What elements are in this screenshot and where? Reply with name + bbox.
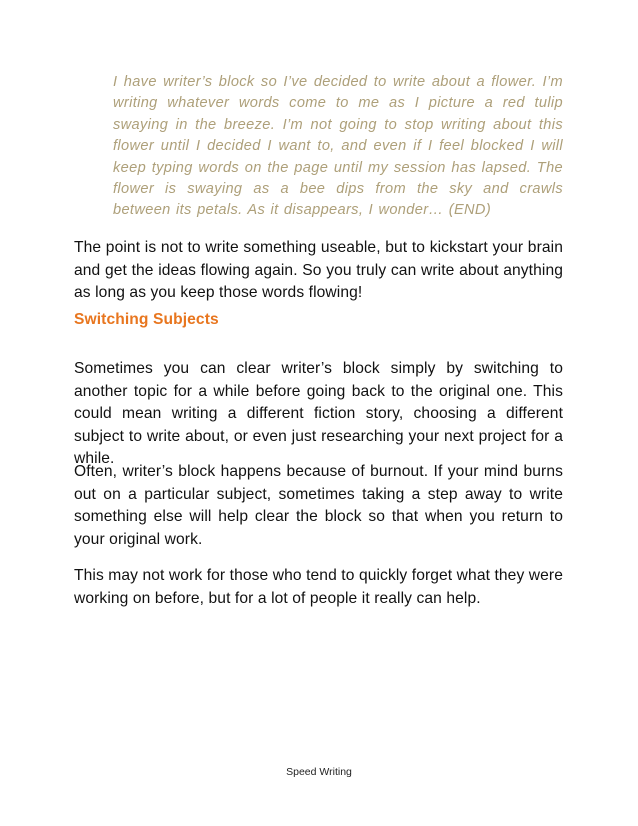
- paragraph-switching-topics: Sometimes you can clear writer’s block simply by switching to another topic for a while before going back to the original one. This could mean writing a different fiction story, choosing a different subject to write about, or even just researching your next project for a while.: [74, 360, 563, 467]
- example-quote-block: I have writer’s block so I’ve decided to write about a flower. I’m writing whatever words come to me as I picture a red tulip swaying in the breeze. I’m not going to stop writing about this flower until I decided I want to, and even if I feel blocked I will keep typing words on the page until my session has lapsed. The flower is swaying as a bee dips from the sky and crawls between its petals. As it disappears, I wonder… (END): [113, 74, 563, 219]
- section-heading: Switching Subjects: [74, 311, 219, 328]
- page-footer: Speed Writing: [286, 766, 352, 778]
- paragraph-burnout: Often, writer’s block happens because of burnout. If your mind burns out on a particular subject, sometimes taking a step away to write something else will help clear the block so that when you return to your original work.: [74, 463, 563, 548]
- paragraph-caveat: This may not work for those who tend to quickly forget what they were working on before, but for a lot of people it really can help.: [74, 567, 563, 607]
- paragraph-kickstart: The point is not to write something useable, but to kickstart your brain and get the ideas flowing again. So you truly can write about anything as long as you keep those words flowing!: [74, 239, 563, 301]
